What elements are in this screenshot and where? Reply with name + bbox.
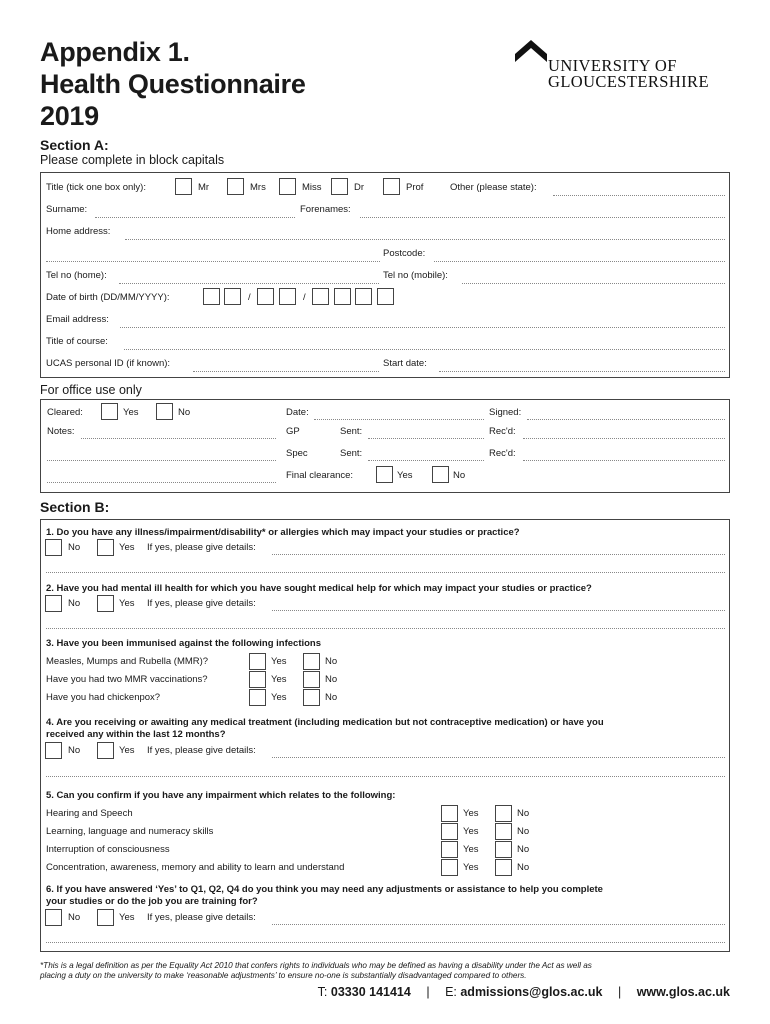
start-date-field[interactable]	[439, 371, 725, 372]
footer-website[interactable]: www.glos.ac.uk	[636, 985, 730, 999]
chevron-logo-icon	[515, 38, 547, 66]
postcode-field[interactable]	[434, 261, 725, 262]
gp-sent-field[interactable]	[368, 438, 484, 439]
q6-no-checkbox[interactable]	[45, 909, 62, 926]
office-signed-field[interactable]	[527, 419, 725, 420]
legal-footnote: *This is a legal definition as per the Equality Act 2010 that confers rights to individuals who may be defined as having a disability under the Act as well as placing a duty on the university to make ‘reasonable adjustments’ to ensure no-one is substantially disadvantaged compared to others.	[40, 961, 592, 980]
q6-text-line2: your studies or do the job you are training for?	[46, 896, 258, 907]
q2-text: 2. Have you had mental ill health for which you have sought medical help for which may impact your studies or practice?	[46, 583, 592, 594]
dob-day-1[interactable]	[203, 288, 220, 305]
q5-hearing-yes-checkbox[interactable]	[441, 805, 458, 822]
page-title: Appendix 1. Health Questionnaire 2019	[40, 37, 306, 131]
title-mr-checkbox[interactable]	[175, 178, 192, 195]
q4-text-line1: 4. Are you receiving or awaiting any medical treatment (including medication but not contraceptive medication) or have you	[46, 717, 604, 728]
final-yes-checkbox[interactable]	[376, 466, 393, 483]
q5-hearing-no-checkbox[interactable]	[495, 805, 512, 822]
notes-field-3[interactable]	[47, 482, 276, 483]
q3-chickenpox-yes-checkbox[interactable]	[249, 689, 266, 706]
q5-concentration-no-checkbox[interactable]	[495, 859, 512, 876]
dob-day-2[interactable]	[224, 288, 241, 305]
q4-no-checkbox[interactable]	[45, 742, 62, 759]
q2-yes-checkbox[interactable]	[97, 595, 114, 612]
notes-field[interactable]	[81, 438, 276, 439]
forenames-field[interactable]	[360, 217, 725, 218]
q3-chickenpox-no-checkbox[interactable]	[303, 689, 320, 706]
q5-learning-no-checkbox[interactable]	[495, 823, 512, 840]
q3-mmr-no-checkbox[interactable]	[303, 653, 320, 670]
q6-yes-checkbox[interactable]	[97, 909, 114, 926]
home-address-field-2[interactable]	[46, 261, 380, 262]
q5-concentration-yes-checkbox[interactable]	[441, 859, 458, 876]
cleared-no-checkbox[interactable]	[156, 403, 173, 420]
dob-year-4[interactable]	[377, 288, 394, 305]
office-use-heading: For office use only	[40, 383, 142, 397]
section-b-box: 1. Do you have any illness/impairment/disability* or allergies which may impact your studies or practice? No Yes If yes, please give details: 2. Have you had mental ill health for which you have sought medical help for which may impact your studies or practice? No Yes If yes, please give details: 3. Have you been immunised against the following infections Measles, Mumps and Rubella (MMR)? Yes No Have you had two MMR vaccinations? Yes No Have you had chickenpox? Yes No 4. Are you receiving or awaiting any medical treatment (including medication but not contraceptive medication) or have you received any within the last 12 months? No Yes If yes, please give details: 5. Can you confirm if you have any impairment which relates to the following: Hearing and Speech Yes No Learning, language and numeracy skills Yes No Interruption of consciousness Yes No Concentration, awareness, memory and ability to learn and understand Yes No 6. If you have answered ‘Yes’ to Q1, Q2, Q4 do you think you may need any adjustments or assistance to help you complete your studies or do the job you are training for? No Yes If yes, please give details:	[40, 519, 730, 952]
footer-phone: 03330 141414	[330, 985, 411, 999]
title-miss-checkbox[interactable]	[279, 178, 296, 195]
q5-text: 5. Can you confirm if you have any impairment which relates to the following:	[46, 790, 396, 801]
section-a-box: Title (tick one box only): Mr Mrs Miss Dr Prof Other (please state): Surname: Forenames: Home address: Postcode: Tel no (home): Tel no (mobile): Date of birth (DD/MM/YYYY): / / Email address: Title of course: UCAS personal ID (if known): Start date:	[40, 172, 730, 378]
q4-details-field[interactable]	[272, 757, 725, 758]
section-b-heading: Section B:	[40, 499, 110, 515]
dob-year-3[interactable]	[355, 288, 372, 305]
q3-text: 3. Have you been immunised against the following infections	[46, 638, 322, 649]
ucas-field[interactable]	[193, 371, 379, 372]
q1-details-field-2[interactable]	[46, 572, 725, 573]
gp-recd-field[interactable]	[523, 438, 725, 439]
q2-details-field-2[interactable]	[46, 628, 725, 629]
spec-recd-field[interactable]	[523, 460, 725, 461]
title-label: Title (tick one box only):	[46, 182, 146, 193]
office-date-field[interactable]	[314, 419, 484, 420]
other-field[interactable]	[553, 195, 725, 196]
q2-details-field[interactable]	[272, 610, 725, 611]
q3-two-mmr-no-checkbox[interactable]	[303, 671, 320, 688]
university-logo: UNIVERSITY OF GLOUCESTERSHIRE	[515, 38, 735, 98]
title-prof-checkbox[interactable]	[383, 178, 400, 195]
email-field[interactable]	[120, 327, 725, 328]
section-a-heading: Section A:	[40, 137, 109, 153]
q5-consciousness-no-checkbox[interactable]	[495, 841, 512, 858]
office-use-box: Cleared: Yes No Date: Signed: Notes: GP Sent: Rec'd: Spec Sent: Rec'd: Final clearance: Yes No	[40, 399, 730, 493]
q6-details-field-2[interactable]	[46, 942, 725, 943]
dob-month-2[interactable]	[279, 288, 296, 305]
dob-year-2[interactable]	[334, 288, 351, 305]
title-mrs-checkbox[interactable]	[227, 178, 244, 195]
notes-field-2[interactable]	[47, 460, 276, 461]
q1-text: 1. Do you have any illness/impairment/disability* or allergies which may impact your studies or practice?	[46, 527, 520, 538]
title-dr-checkbox[interactable]	[331, 178, 348, 195]
tel-home-field[interactable]	[119, 283, 379, 284]
footer-email[interactable]: admissions@glos.ac.uk	[460, 985, 603, 999]
q5-learning-yes-checkbox[interactable]	[441, 823, 458, 840]
q4-yes-checkbox[interactable]	[97, 742, 114, 759]
cleared-yes-checkbox[interactable]	[101, 403, 118, 420]
q1-yes-checkbox[interactable]	[97, 539, 114, 556]
dob-year-1[interactable]	[312, 288, 329, 305]
q6-details-field[interactable]	[272, 924, 725, 925]
tel-mobile-field[interactable]	[462, 283, 725, 284]
surname-field[interactable]	[95, 217, 295, 218]
q3-two-mmr-yes-checkbox[interactable]	[249, 671, 266, 688]
section-a-instruction: Please complete in block capitals	[40, 153, 225, 167]
q2-no-checkbox[interactable]	[45, 595, 62, 612]
course-field[interactable]	[124, 349, 725, 350]
other-label: Other (please state):	[450, 182, 537, 193]
q4-details-field-2[interactable]	[46, 776, 725, 777]
q1-no-checkbox[interactable]	[45, 539, 62, 556]
q6-text-line1: 6. If you have answered ‘Yes’ to Q1, Q2, Q4 do you think you may need any adjustments or assistance to help you complete	[46, 884, 603, 895]
spec-sent-field[interactable]	[368, 460, 484, 461]
q4-text-line2: received any within the last 12 months?	[46, 729, 226, 740]
final-no-checkbox[interactable]	[432, 466, 449, 483]
q1-details-field[interactable]	[272, 554, 725, 555]
q5-consciousness-yes-checkbox[interactable]	[441, 841, 458, 858]
home-address-field[interactable]	[125, 239, 725, 240]
dob-month-1[interactable]	[257, 288, 274, 305]
q3-mmr-yes-checkbox[interactable]	[249, 653, 266, 670]
contact-footer: T: 03330 141414 | E: admissions@glos.ac.uk | www.glos.ac.uk	[317, 985, 730, 999]
